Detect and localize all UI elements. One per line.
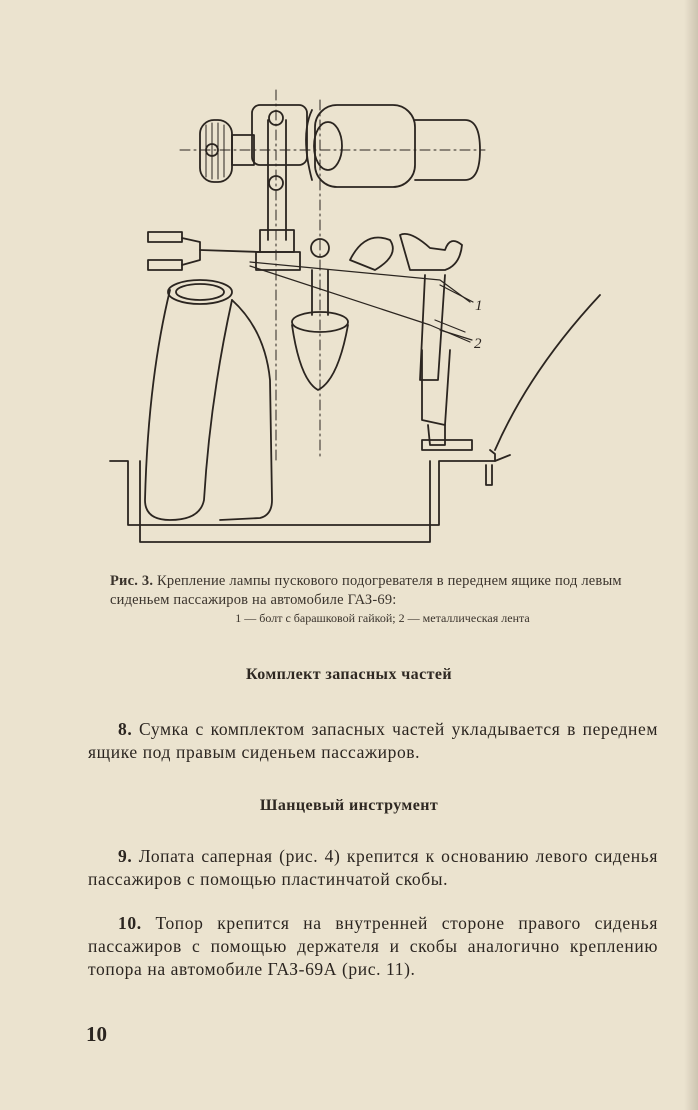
- figure-caption: [110, 572, 655, 610]
- paragraph-9: [88, 845, 658, 891]
- box-inner-outline: [140, 461, 430, 542]
- figure-lamp-mounting: [100, 80, 620, 570]
- figure-label-1: 1: [475, 298, 483, 314]
- seat-panel-line: [495, 295, 600, 450]
- lamp-tank: [145, 280, 272, 520]
- paragraph-number: 9.: [118, 846, 133, 866]
- section-heading-tools: Шанцевый инструмент: [259, 797, 439, 814]
- knurled-knob: [200, 120, 254, 182]
- paragraph-8: [88, 718, 658, 764]
- leader-1: [440, 285, 473, 302]
- box-outline: [110, 455, 510, 525]
- figure-drawing: [100, 80, 620, 570]
- paragraph-number: 10.: [118, 913, 142, 933]
- left-wing-nut: [148, 232, 260, 270]
- caption-prefix: Рис. 3.: [110, 573, 154, 589]
- figure-label-2: 2: [474, 336, 482, 352]
- page-number: 10: [86, 1022, 107, 1046]
- caption-text: Крепление лампы пускового подогревателя в переднем ящике под левым сиденьем пассажиров на автомобиле ГАЗ-69:: [110, 573, 622, 608]
- wing-bolt: [350, 234, 472, 450]
- leader-2: [440, 330, 472, 340]
- caption-legend: 1 — болт с барашковой гайкой; 2 — металлическая лента: [235, 611, 530, 625]
- section-heading-spare-parts: Комплект запасных частей: [246, 666, 452, 683]
- paragraph-text: Сумка с комплектом запасных частей укладывается в переднем ящике под правым сиденьем пассажиров.: [88, 719, 659, 762]
- paragraph-text: Лопата саперная (рис. 4) крепится к основанию левого сиденья пассажиров с помощью пластинчатой скобы.: [88, 846, 658, 889]
- page-edge-shadow: [684, 0, 698, 1110]
- paragraph-text: Топор крепится на внутренней стороне правого сиденья пассажиров с помощью держателя и скобы аналогично креплению топора на автомобиле ГАЗ-69А (рис. 11).: [88, 913, 658, 979]
- metal-band: [250, 262, 470, 342]
- paragraph-10: [88, 912, 658, 981]
- paragraph-number: 8.: [118, 719, 133, 739]
